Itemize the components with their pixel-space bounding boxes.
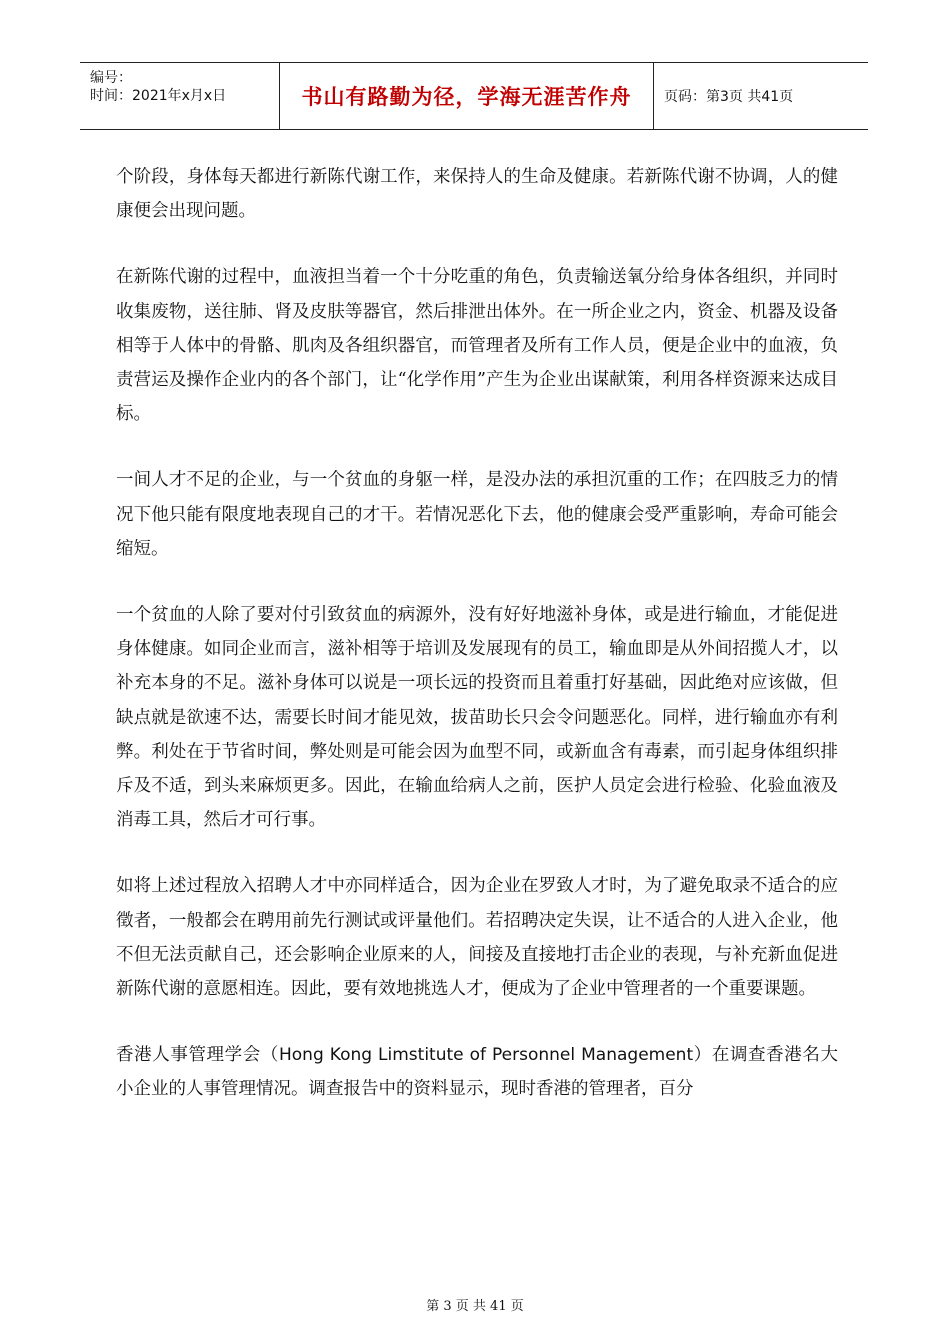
header-motto: 书山有路勤为径，学海无涯苦作舟	[280, 63, 654, 129]
paragraph-last-after: ）在调查香港名大小企业的人事管理情况。调查报告中的资料显示，现时香港的管理者，百分	[116, 1045, 838, 1100]
organization-name: Hong Kong Limstitute of Personnel Management	[279, 1045, 694, 1066]
paragraph-last-before: 香港人事管理学会（	[116, 1045, 279, 1066]
paragraph: 在新陈代谢的过程中，血液担当着一个十分吃重的角色，负责输送氧分给身体各组织，并同时收集废物，送往肺、肾及皮肤等器官，然后排泄出体外。在一所企业之内，资金、机器及设备相等于人体中的骨骼、肌肉及各组织器官，而管理者及所有工作人员，便是企业中的血液，负责营运及操作企业内的各个部门，让“化学作用”产生为企业出谋献策，利用各样资源来达成目标。	[116, 267, 838, 425]
paragraph: 个阶段，身体每天都进行新陈代谢工作，来保持人的生命及健康。若新陈代谢不协调，人的健康便会出现问题。	[116, 167, 838, 222]
paragraph-last	[116, 1038, 838, 1106]
paragraph: 如将上述过程放入招聘人才中亦同样适合，因为企业在罗致人才时，为了避免取录不适合的应徵者，一般都会在聘用前先行测试或评量他们。若招聘决定失误，让不适合的人进入企业，他不但无法贡献自己，还会影响企业原来的人，间接及直接地打击企业的表现，与补充新血促进新陈代谢的意愿相连。因此，要有效地挑选人才，便成为了企业中管理者的一个重要课题。	[116, 876, 838, 1000]
code-label: 编号：	[90, 70, 132, 86]
header-page-info: 页码：第3页 共41页	[664, 89, 794, 105]
time-label: 时间：2021年x月x日	[90, 88, 227, 104]
page-header	[80, 62, 868, 130]
header-meta	[80, 63, 280, 129]
paragraph: 一个贫血的人除了要对付引致贫血的病源外，没有好好地滋补身体，或是进行输血，才能促进身体健康。如同企业而言，滋补相等于培训及发展现有的员工，输血即是从外间招揽人才，以补充本身的不足。滋补身体可以说是一项长远的投资而且着重打好基础，因此绝对应该做，但缺点就是欲速不达，需要长时间才能见效，拔苗助长只会令问题恶化。同样，进行输血亦有利弊。利处在于节省时间，弊处则是可能会因为血型不同，或新血含有毒素，而引起身体组织排斥及不适，到头来麻烦更多。因此，在输血给病人之前，医护人员定会进行检验、化验血液及消毒工具，然后才可行事。	[116, 605, 838, 831]
paragraph: 一间人才不足的企业，与一个贫血的身躯一样，是没办法的承担沉重的工作；在四肢乏力的情况下他只能有限度地表现自己的才干。若情况恶化下去，他的健康会受严重影响，寿命可能会缩短。	[116, 470, 838, 559]
document-body	[116, 160, 838, 1139]
page-footer: 第 3 页 共 41 页	[426, 1299, 524, 1314]
